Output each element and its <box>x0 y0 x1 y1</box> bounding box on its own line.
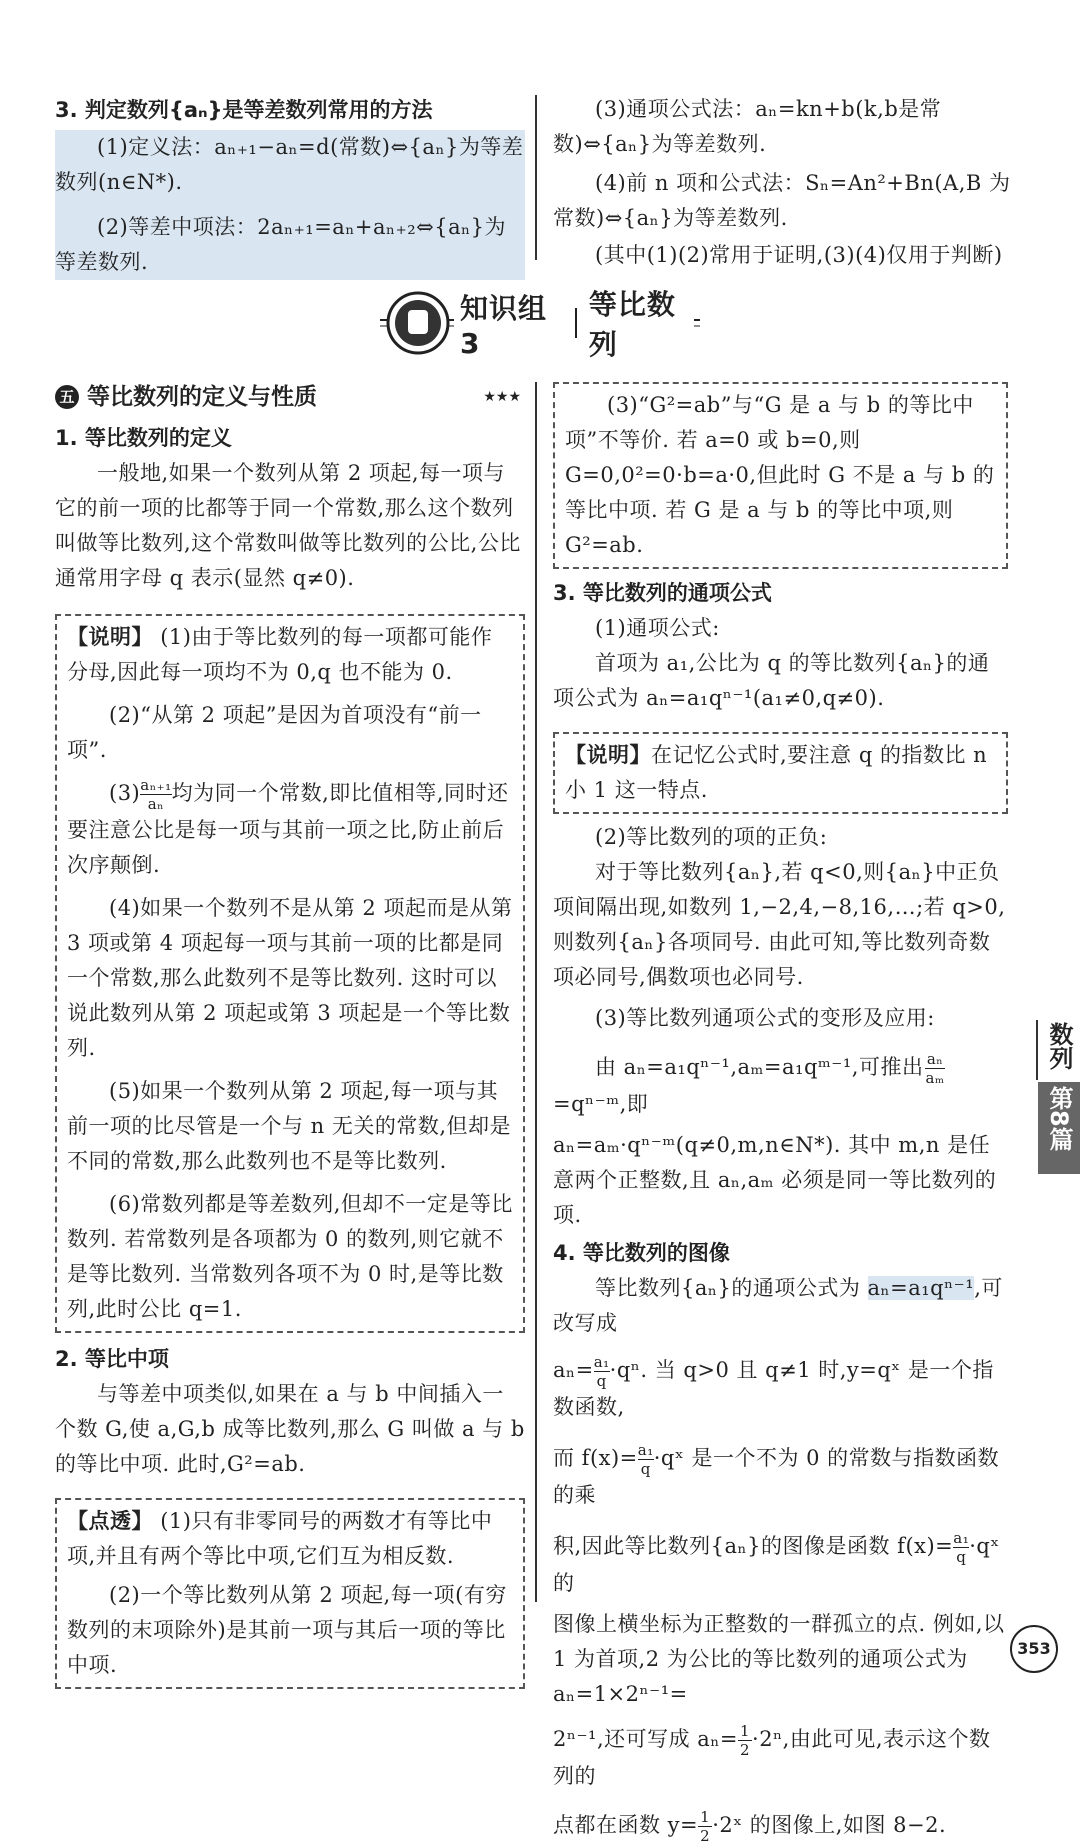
graph-line-4b: ·qˣ 的 <box>553 1534 1000 1595</box>
fraction-q-3: q <box>956 1548 967 1566</box>
geometric-mean-text: 与等差中项类似,如果在 a 与 b 中间插入一个数 G,使 a,G,b 成等比数列,那么 G 叫做 a 与 b 的等比中项. 此时,G²=ab. <box>55 1382 525 1476</box>
heading-general-term: 3. 等比数列的通项公式 <box>553 581 772 605</box>
variant-prefix: 由 aₙ=a₁qⁿ⁻¹,aₘ=a₁qᵐ⁻¹,可推出 <box>595 1055 924 1079</box>
exponent-note-text: 在记忆公式时,要注意 q 的指数比 n 小 1 这一特点. <box>565 743 988 802</box>
page-number-badge <box>1010 1625 1058 1673</box>
highlighted-formula: aₙ=a₁qⁿ⁻¹ <box>867 1276 975 1300</box>
middle-term-method: (2)等差中项法：2aₙ₊₁=aₙ+aₙ₊₂⇔{aₙ}为等差数列. <box>55 215 507 274</box>
variant-text: aₙ=aₘ·qⁿ⁻ᵐ(q≠0,m,n∈N*). 其中 m,n 是任意两个正整数,且 aₙ,aₘ 必须是同一等比数列的项. <box>553 1133 997 1227</box>
note-4: (4)如果一个数列不是从第 2 项起而是从第 3 项或第 4 项起每一项与其前一项的比都是同一个常数,那么此数列不是等比数列. 这时可以说此数列从第 2 项起或第 3 项起是一个等比数列. <box>67 896 513 1060</box>
tip-1-text: (1)只有非零同号的两数才有等比中项,并且有两个等比中项,它们互为相反数. <box>67 1509 493 1568</box>
note-3-prefix: (3) <box>109 781 141 805</box>
fraction-a1-q-2 <box>638 1441 654 1478</box>
graph-line-7b: ·2ˣ 的图像上,如图 8−2. <box>712 1813 947 1837</box>
mean-note-box <box>553 382 1008 569</box>
graph-line-2 <box>553 1353 1008 1425</box>
sign-text: 对于等比数列{aₙ},若 q<0,则{aₙ}中正负项间隔出现,如数列 1,−2,4,−8,16,…;若 q>0,则数列{aₙ}各项同号. 由此可知,等比数列奇数项必同号,偶数项也必同号. <box>553 860 1006 989</box>
section-number-badge: 五 <box>55 385 79 409</box>
banner-title: 知识组3 <box>460 291 548 360</box>
chapter-tab <box>1036 1020 1080 1080</box>
note-3-text: 均为同一个常数,即比值相等,同时还要注意公比是每一项与其前一项之比,防止前后次序颠倒. <box>67 781 509 877</box>
fraction-one-2: 1 <box>700 1808 711 1826</box>
graph-line-7a: 点都在函数 y= <box>553 1813 699 1837</box>
mean-note-text: (3)“G²=ab”与“G 是 a 与 b 的等比中项”不等价. 若 a=0 或 b=0,则 G=0,0²=0·b=a·0,但此时 G 不是 a 与 b 的等比中项. 若 G 是 a 与 b 的等比中项,则 G²=ab. <box>565 393 995 557</box>
graph-line-1 <box>553 1271 1008 1341</box>
page-number: 353 <box>1017 1639 1051 1658</box>
general-term-text: 首项为 a₁,公比为 q 的等比数列{aₙ}的通项公式为 aₙ=a₁qⁿ⁻¹(a₁≠0,q≠0). <box>553 651 990 710</box>
note-1 <box>67 620 513 690</box>
sum-method: (4)前 n 项和公式法：Sₙ=An²+Bn(A,B 为常数)⇔{aₙ}为等差数列. <box>553 171 1011 230</box>
top-divider <box>535 95 537 260</box>
knowledge-group-banner <box>380 290 700 360</box>
graph-line-6a: 2ⁿ⁻¹,还可写成 aₙ= <box>553 1727 738 1751</box>
variant-suffix: =qⁿ⁻ᵐ,即 <box>553 1092 649 1116</box>
note-3 <box>67 776 513 883</box>
fraction-two: 2 <box>740 1741 751 1759</box>
fraction-half-2 <box>698 1808 712 1845</box>
exponent-note-tag: 【说明】 <box>565 743 651 767</box>
fraction-two-2: 2 <box>700 1827 711 1845</box>
graph-line-1b: ,可改写成 <box>553 1276 1003 1335</box>
note-2: (2)“从第 2 项起”是因为首项没有“前一项”. <box>67 703 482 762</box>
definition-method: (1)定义法：aₙ₊₁−aₙ=d(常数)⇔{aₙ}为等差数列(n∈N*). <box>55 135 524 194</box>
chapter-label: 数列 <box>1045 1022 1073 1070</box>
fraction-am: aₘ <box>925 1069 945 1087</box>
sign-label: (2)等比数列的项的正负: <box>595 825 828 849</box>
highlight-block <box>55 130 525 280</box>
heading-method: 3. 判定数列{aₙ}是等差数列常用的方法 <box>55 98 433 122</box>
graph-line-4a: 积,因此等比数列{aₙ}的图像是函数 f(x)= <box>553 1534 954 1558</box>
graph-line-7 <box>553 1808 1008 1845</box>
variant-label: (3)等比数列通项公式的变形及应用: <box>595 1006 935 1030</box>
top-right-column <box>553 92 1023 273</box>
definition-text: 一般地,如果一个数列从第 2 项起,每一项与它的前一项的比都等于同一个常数,那么这个数列叫做等比数列,这个常数叫做等比数列的公比,公比通常用字母 q 表示(显然 q≠0). <box>55 461 521 590</box>
fraction-one: 1 <box>740 1722 751 1740</box>
fraction-a1-3: a₁ <box>953 1529 970 1547</box>
note-1-text: (1)由于等比数列的每一项都可能作分母,因此每一项均不为 0,q 也不能为 0. <box>67 625 493 684</box>
main-divider <box>535 382 537 1602</box>
fraction-half <box>738 1722 752 1759</box>
heading-definition: 1. 等比数列的定义 <box>55 426 232 450</box>
fraction-q: q <box>596 1372 607 1390</box>
banner-subtitle: 等比数列 <box>588 288 676 361</box>
graph-line-3a: 而 f(x)= <box>553 1446 638 1470</box>
note-5: (5)如果一个数列从第 2 项起,每一项与其前一项的比尽管是一个与 n 无关的常数,但却是不同的常数,那么此数列也不是等比数列. <box>67 1079 512 1173</box>
fraction-a1-q <box>594 1353 610 1390</box>
fraction-an-am <box>925 1050 944 1087</box>
tip-1 <box>67 1504 513 1574</box>
left-column <box>55 378 525 1689</box>
graph-line-3 <box>553 1441 1008 1513</box>
heading-graph: 4. 等比数列的图像 <box>553 1241 730 1265</box>
graph-line-4 <box>553 1529 1008 1601</box>
fraction-an: aₙ <box>926 1050 944 1068</box>
formula-method: (3)通项公式法：aₙ=kn+b(k,b是常数)⇔{aₙ}为等差数列. <box>553 97 942 156</box>
banner-separator <box>575 308 577 338</box>
general-term-label: (1)通项公式: <box>595 616 720 640</box>
section-title: 等比数列的定义与性质 <box>87 384 317 410</box>
fraction-ratio <box>140 776 171 813</box>
section-header <box>55 378 525 416</box>
graph-line-1a: 等比数列{aₙ}的通项公式为 <box>595 1276 868 1300</box>
part-label: 第8篇 <box>1045 1086 1073 1151</box>
tip-2: (2)一个等比数列从第 2 项起,每一项(有穷数列的末项除外)是其前一项与其后一项的等比中项. <box>67 1583 507 1677</box>
fraction-a1-2: a₁ <box>637 1441 654 1459</box>
part-tab <box>1038 1082 1080 1174</box>
tip-tag: 【点透】 <box>67 1509 153 1533</box>
top-left-column <box>55 92 525 280</box>
graph-line-5: 图像上横坐标为正整数的一群孤立的点. 例如,以 1 为首项,2 为公比的等比数列的通项公式为 aₙ=1×2ⁿ⁻¹= <box>553 1612 1005 1706</box>
fraction-a1: a₁ <box>593 1353 610 1371</box>
banner-text <box>460 288 700 361</box>
fraction-numerator: aₙ₊₁ <box>140 776 172 794</box>
exponent-note-box <box>553 732 1008 814</box>
fraction-a1-q-3 <box>953 1529 969 1566</box>
graph-line-2b: ·qⁿ. 当 q>0 且 q≠1 时,y=qˣ 是一个指数函数, <box>553 1358 994 1419</box>
graph-line-6b: ·2ⁿ,由此可见,表示这个数列的 <box>553 1727 991 1788</box>
graph-line-6 <box>553 1722 1008 1794</box>
fraction-denominator: aₙ <box>147 795 165 813</box>
note-tag: 【说明】 <box>67 625 153 649</box>
exponent-note <box>565 738 996 808</box>
graph-line-3b: ·qˣ 是一个不为 0 的常数与指数函数的乘 <box>553 1446 1000 1507</box>
right-column <box>553 382 1008 1845</box>
note-box <box>55 614 525 1333</box>
fraction-q-2: q <box>640 1460 651 1478</box>
method-note: (其中(1)(2)常用于证明,(3)(4)仅用于判断) <box>595 243 1003 267</box>
heading-geometric-mean: 2. 等比中项 <box>55 1347 169 1371</box>
tip-box <box>55 1498 525 1689</box>
variant-derivation <box>553 1050 1008 1122</box>
note-6: (6)常数列都是等差数列,但却不一定是等比数列. 若常数列是各项都为 0 的数列,则它就不是等比数列. 当常数列各项不为 0 时,是等比数列,此时公比 q=1. <box>67 1192 513 1321</box>
difficulty-stars: ★★★ <box>483 389 521 405</box>
graph-line-2a: aₙ= <box>553 1358 594 1382</box>
